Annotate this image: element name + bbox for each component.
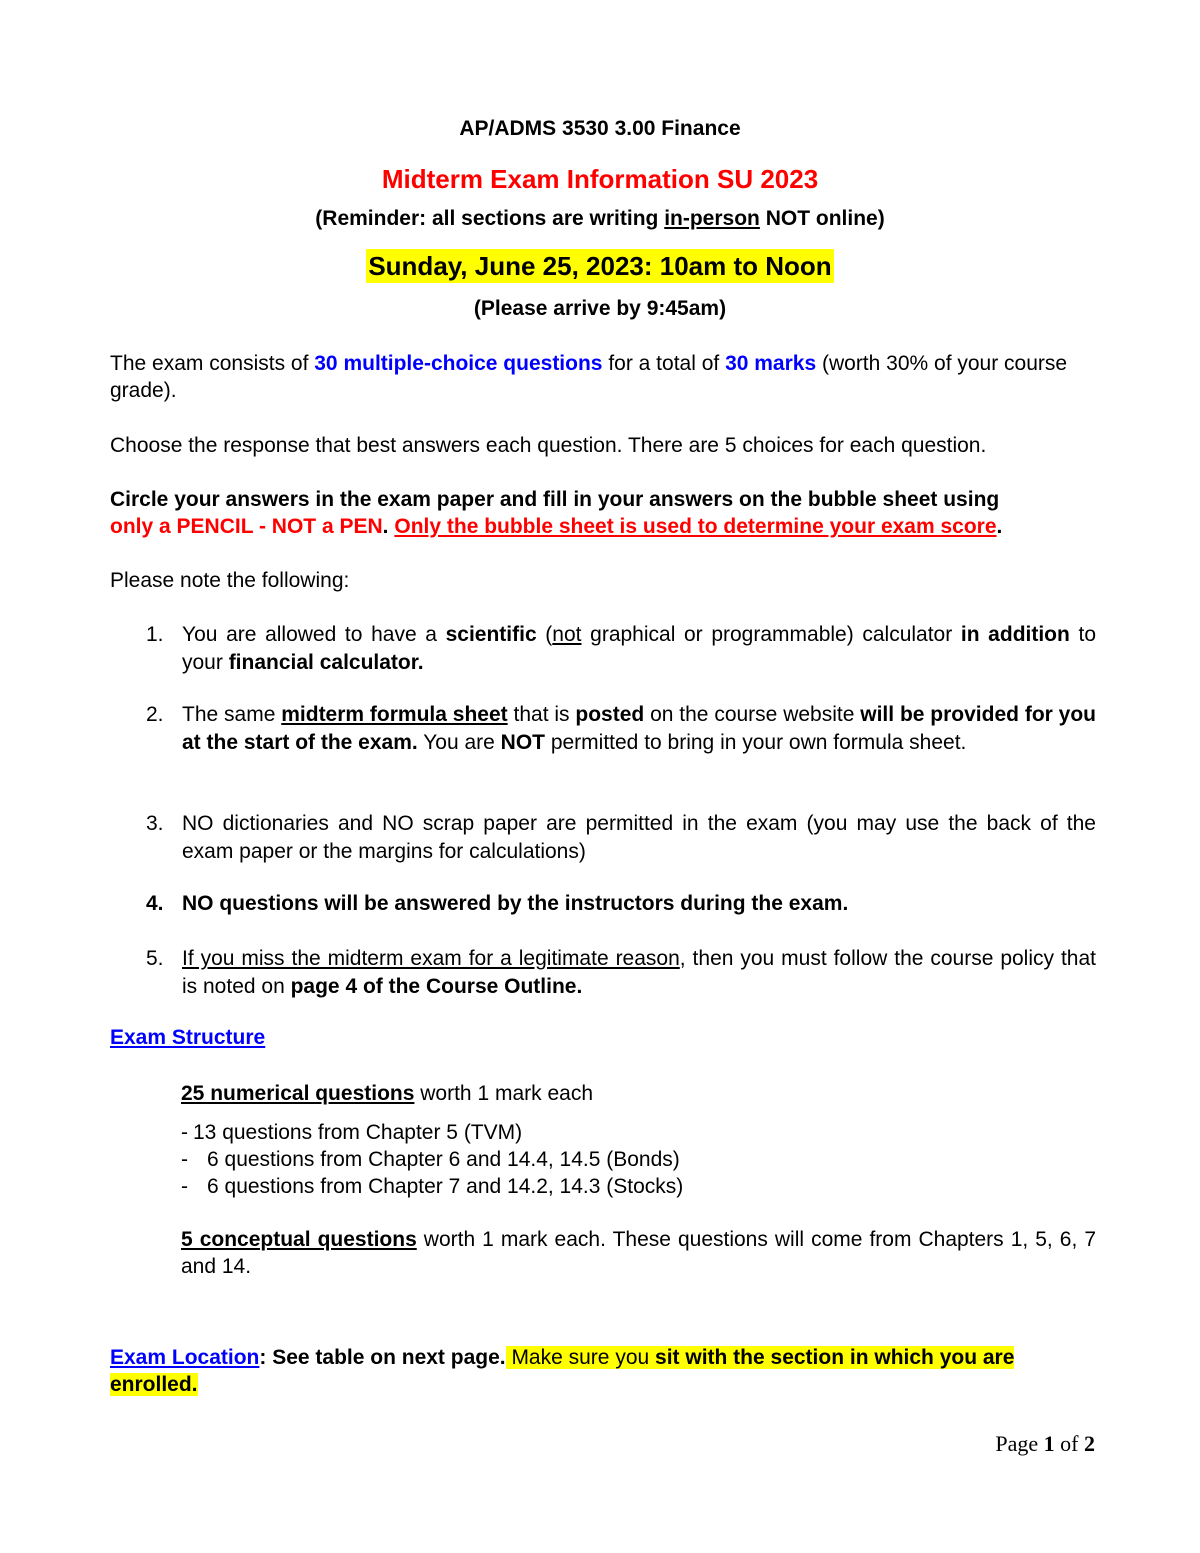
conceptual-questions-line xyxy=(181,1226,1096,1280)
list-item: - 13 questions from Chapter 5 (TVM) xyxy=(181,1121,523,1144)
list-number: 3. xyxy=(146,812,164,835)
instructions-pencil: only a PENCIL - NOT a PEN xyxy=(110,515,383,538)
instructions-dot: . xyxy=(382,515,389,538)
instructions-bold: Circle your answers in the exam paper and fill in your answers on the bubble sheet using xyxy=(110,488,1000,511)
conceptual-rest: worth 1 mark each. These questions will come from Chapters 1, 5, 6, 7 and 14. xyxy=(181,1228,1096,1278)
reminder-text-a: (Reminder: all sections are writing xyxy=(315,207,665,230)
list-item-text: If you miss the midterm exam for a legitimate reason, then you must follow the course policy that is noted on page 4 of the Course Outline. xyxy=(182,947,1096,998)
course-title: AP/ADMS 3530 3.00 Finance xyxy=(459,117,741,140)
exam-location-heading: Exam Location xyxy=(110,1346,260,1369)
list-item-text: NO questions will be answered by the instructors during the exam. xyxy=(182,892,849,915)
reminder-text-b: NOT online) xyxy=(759,207,885,230)
list-item-text: NO dictionaries and NO scrap paper are permitted in the exam (you may use the back of the exam paper or the margins for calculations) xyxy=(182,812,1096,863)
arrive-note: (Please arrive by 9:45am) xyxy=(473,297,727,320)
intro-text-a: The exam consists of xyxy=(110,352,315,375)
intro-mark-count: 30 marks xyxy=(725,352,817,375)
chapter-list xyxy=(181,1119,1096,1200)
intro-question-count: 30 multiple-choice questions xyxy=(314,352,603,375)
exam-location-highlight: Make sure you xyxy=(505,1346,656,1369)
list-item: - 6 questions from Chapter 7 and 14.2, 14.3 (Stocks) xyxy=(181,1175,684,1198)
exam-location-note: See table on next page. xyxy=(266,1346,506,1369)
intro-paragraph xyxy=(110,350,1096,404)
intro-text-c: (worth 30% of your course grade). xyxy=(110,352,1068,402)
list-item: - 6 questions from Chapter 6 and 14.4, 14.5 (Bonds) xyxy=(181,1148,680,1171)
instructions-dot-2: . xyxy=(996,515,1003,538)
exam-date-text: Sunday, June 25, 2023: 10am to Noon xyxy=(368,251,832,281)
list-number: 1. xyxy=(146,623,164,646)
list-number: 4. xyxy=(146,892,164,915)
intro-text-b: for a total of xyxy=(602,352,726,375)
list-item-text: The same midterm formula sheet that is posted on the course website will be provided for you at the start of the exam. You are NOT permitted to bring in your own formula sheet. xyxy=(182,703,1096,754)
exam-location-paragraph: Exam Location: See table on next page. Make sure you sit with the section in which you are enrolled. xyxy=(110,1346,1015,1396)
exam-date xyxy=(0,251,1200,282)
numerical-label: 25 numerical questions xyxy=(181,1082,415,1105)
note-lead: Please note the following: xyxy=(110,569,350,592)
conceptual-label: 5 conceptual questions xyxy=(181,1228,417,1251)
list-item-text: You are allowed to have a scientific (not graphical or programmable) calculator in addition to your financial calculator. xyxy=(182,623,1097,674)
numerical-questions-line xyxy=(181,1080,1096,1107)
choices-paragraph: Choose the response that best answers each question. There are 5 choices for each question. xyxy=(110,434,987,457)
exam-location-highlight-bold: sit with the section in which you are enrolled. xyxy=(110,1346,1015,1396)
exam-structure-heading: Exam Structure xyxy=(110,1026,266,1049)
list-number: 5. xyxy=(146,947,164,970)
instructions-bubble-sheet: Only the bubble sheet is used to determine your exam score xyxy=(394,515,997,538)
numerical-rest: worth 1 mark each xyxy=(414,1082,593,1105)
page-number: Page 1 of 2 xyxy=(995,1431,1095,1456)
reminder-note xyxy=(0,207,1200,231)
exam-title: Midterm Exam Information SU 2023 xyxy=(381,164,819,194)
instructions-paragraph xyxy=(110,486,1096,540)
list-number: 2. xyxy=(146,703,164,726)
reminder-in-person: in-person xyxy=(664,207,760,230)
